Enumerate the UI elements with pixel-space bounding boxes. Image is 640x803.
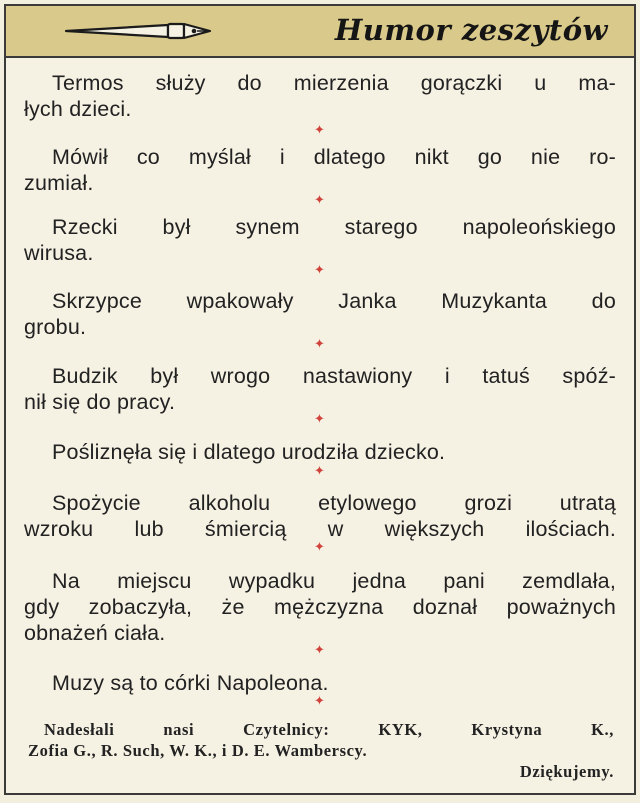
joke-item bbox=[24, 70, 616, 122]
column-title: Humor zeszytów bbox=[334, 13, 608, 47]
joke-line: obnażeń ciała. bbox=[24, 621, 166, 645]
magazine-column bbox=[4, 4, 636, 795]
star-icon: ✦ bbox=[314, 411, 325, 426]
star-icon: ✦ bbox=[314, 262, 325, 277]
credit-line: Zofia G., R. Such, W. K., i D. E. Wamberscy. bbox=[28, 741, 368, 760]
joke-line: Muzy są to córki Napoleona. bbox=[52, 671, 329, 695]
joke-line: wirusa. bbox=[24, 241, 94, 265]
credit-line: Nadesłali nasi Czytelnicy: KYK, Krystyna K., bbox=[44, 720, 614, 739]
contributors-credit bbox=[28, 719, 614, 782]
joke-line: wzroku lub śmiercią w większych ilościach. bbox=[24, 517, 616, 541]
star-icon: ✦ bbox=[314, 693, 325, 708]
joke-line: Termos służy do mierzenia gorączki u ma- bbox=[52, 71, 616, 95]
fountain-pen-icon bbox=[64, 16, 214, 46]
star-icon: ✦ bbox=[314, 192, 325, 207]
joke-item bbox=[24, 144, 616, 196]
joke-line: grobu. bbox=[24, 315, 87, 339]
joke-line: Spożycie alkoholu etylowego grozi utratą bbox=[52, 491, 616, 515]
star-icon: ✦ bbox=[314, 463, 325, 478]
joke-line: nił się do pracy. bbox=[24, 390, 176, 414]
joke-item bbox=[24, 214, 616, 266]
joke-item bbox=[24, 363, 616, 415]
joke-item bbox=[24, 439, 616, 465]
joke-item bbox=[24, 288, 616, 340]
joke-line: Skrzypce wpakowały Janka Muzykanta do bbox=[52, 289, 616, 313]
joke-item bbox=[24, 568, 616, 646]
joke-line: Pośliznęła się i dlatego urodziła dziecko. bbox=[52, 440, 446, 464]
joke-line: łych dzieci. bbox=[24, 97, 132, 121]
joke-line: Budzik był wrogo nastawiony i tatuś spóź- bbox=[52, 364, 616, 388]
joke-line: Rzecki był synem starego napoleońskiego bbox=[52, 215, 616, 239]
joke-line: Na miejscu wypadku jedna pani zemdlała, bbox=[52, 569, 616, 593]
star-icon: ✦ bbox=[314, 122, 325, 137]
joke-line: zumiał. bbox=[24, 171, 94, 195]
joke-item bbox=[24, 490, 616, 542]
star-icon: ✦ bbox=[314, 336, 325, 351]
joke-line: Mówił co myślał i dlatego nikt go nie ro- bbox=[52, 145, 616, 169]
joke-line: gdy zobaczyła, że mężczyzna doznał poważnych bbox=[24, 595, 616, 619]
thanks-text: Dziękujemy. bbox=[519, 762, 614, 781]
star-icon: ✦ bbox=[314, 642, 325, 657]
column-header bbox=[6, 6, 634, 58]
star-icon: ✦ bbox=[314, 539, 325, 554]
